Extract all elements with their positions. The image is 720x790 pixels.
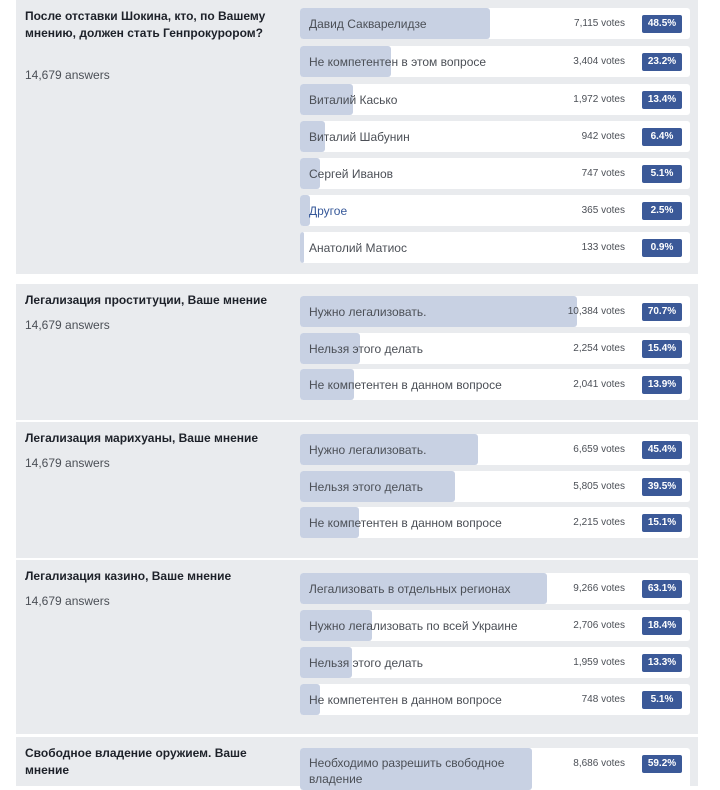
poll-option[interactable] bbox=[300, 434, 690, 465]
poll-option-percent-badge: 2.5% bbox=[642, 202, 682, 220]
poll-option-label: Анатолий Матиос bbox=[309, 240, 407, 255]
poll-option-votes: 2,215 votes bbox=[573, 517, 625, 528]
poll-option-fill bbox=[300, 232, 304, 263]
poll-answer-count: 14,679 answers bbox=[25, 456, 110, 470]
poll-card bbox=[16, 0, 698, 274]
poll-option-label: Нужно легализовать. bbox=[309, 442, 427, 457]
poll-option[interactable] bbox=[300, 610, 690, 641]
poll-option-percent-badge: 5.1% bbox=[642, 165, 682, 183]
poll-option-label: Виталий Касько bbox=[309, 92, 398, 107]
poll-option-label: Нельзя этого делать bbox=[309, 655, 423, 670]
poll-option-percent-badge: 15.1% bbox=[642, 514, 682, 532]
poll-option-label: Нельзя этого делать bbox=[309, 341, 423, 356]
poll-option-label: Нужно легализовать по всей Украине bbox=[309, 618, 518, 633]
poll-option[interactable] bbox=[300, 333, 690, 364]
poll-option-percent-badge: 23.2% bbox=[642, 53, 682, 71]
poll-option[interactable] bbox=[300, 121, 690, 152]
poll-option-votes: 8,686 votes bbox=[573, 758, 625, 769]
poll-answer-count: 14,679 answers bbox=[25, 318, 110, 332]
poll-option-percent-badge: 39.5% bbox=[642, 478, 682, 496]
poll-option-votes: 942 votes bbox=[581, 131, 625, 142]
poll-option-label: Не компетентен в данном вопросе bbox=[309, 692, 502, 707]
poll-option-label: Нельзя этого делать bbox=[309, 479, 423, 494]
poll-option-percent-badge: 6.4% bbox=[642, 128, 682, 146]
poll-card bbox=[16, 737, 698, 786]
poll-option[interactable] bbox=[300, 296, 690, 327]
poll-option-label: Сергей Иванов bbox=[309, 166, 394, 181]
poll-option-votes: 748 votes bbox=[581, 694, 625, 705]
poll-option[interactable] bbox=[300, 8, 690, 39]
poll-option-label: Не компетентен в данном вопросе bbox=[309, 377, 502, 392]
poll-option[interactable] bbox=[300, 46, 690, 77]
poll-option-votes: 5,805 votes bbox=[573, 481, 625, 492]
poll-option-label[interactable]: Другое bbox=[309, 203, 348, 218]
poll-option-percent-badge: 5.1% bbox=[642, 691, 682, 709]
poll-option-votes: 365 votes bbox=[581, 205, 625, 216]
poll-option-votes: 2,254 votes bbox=[573, 343, 625, 354]
poll-option-label: Не компетентен в данном вопросе bbox=[309, 515, 502, 530]
poll-option-percent-badge: 18.4% bbox=[642, 617, 682, 635]
poll-option[interactable] bbox=[300, 748, 690, 790]
poll-option-votes: 2,706 votes bbox=[573, 620, 625, 631]
poll-question: Легализация марихуаны, Ваше мнение bbox=[25, 431, 259, 445]
poll-option-percent-badge: 13.3% bbox=[642, 654, 682, 672]
poll-option[interactable] bbox=[300, 507, 690, 538]
poll-option-percent-badge: 13.4% bbox=[642, 91, 682, 109]
poll-answer-count: 14,679 answers bbox=[25, 594, 110, 608]
poll-option-percent-badge: 63.1% bbox=[642, 580, 682, 598]
poll-question: Свободное владение оружием. Ваше мнение bbox=[25, 746, 247, 777]
poll-option-percent-badge: 45.4% bbox=[642, 441, 682, 459]
poll-option-percent-badge: 13.9% bbox=[642, 376, 682, 394]
poll-option[interactable] bbox=[300, 232, 690, 263]
poll-question: Легализация казино, Ваше мнение bbox=[25, 569, 232, 583]
poll-option-percent-badge: 0.9% bbox=[642, 239, 682, 257]
poll-option[interactable] bbox=[300, 647, 690, 678]
poll-option[interactable] bbox=[300, 369, 690, 400]
poll-option-votes: 3,404 votes bbox=[573, 56, 625, 67]
poll-option[interactable] bbox=[300, 158, 690, 189]
poll-card bbox=[16, 284, 698, 420]
poll-card bbox=[16, 560, 698, 734]
poll-option-label: Виталий Шабунин bbox=[309, 129, 410, 144]
poll-answer-count: 14,679 answers bbox=[25, 68, 110, 82]
poll-option[interactable] bbox=[300, 684, 690, 715]
poll-option-votes: 9,266 votes bbox=[573, 583, 625, 594]
poll-option-label: Легализовать в отдельных регионах bbox=[309, 581, 511, 596]
poll-option[interactable] bbox=[300, 84, 690, 115]
poll-question: После отставки Шокина, кто, по Вашему мнению, должен стать Генпрокурором? bbox=[25, 9, 266, 40]
poll-option-votes: 1,959 votes bbox=[573, 657, 625, 668]
poll-card bbox=[16, 422, 698, 558]
poll-option-votes: 747 votes bbox=[581, 168, 625, 179]
poll-option-percent-badge: 70.7% bbox=[642, 303, 682, 321]
poll-option-votes: 133 votes bbox=[581, 242, 625, 253]
poll-option-percent-badge: 48.5% bbox=[642, 15, 682, 33]
poll-option-label: Нужно легализовать. bbox=[309, 304, 427, 319]
poll-option-votes: 2,041 votes bbox=[573, 379, 625, 390]
poll-option-label: Не компетентен в этом вопросе bbox=[309, 54, 487, 69]
poll-option-votes: 7,115 votes bbox=[574, 18, 625, 29]
poll-option[interactable] bbox=[300, 195, 690, 226]
poll-option-votes: 10,384 votes bbox=[567, 306, 625, 317]
poll-option-label: Необходимо разрешить свободное владение bbox=[309, 756, 505, 786]
poll-option-votes: 1,972 votes bbox=[573, 94, 625, 105]
poll-option-percent-badge: 15.4% bbox=[642, 340, 682, 358]
poll-option-votes: 6,659 votes bbox=[573, 444, 625, 455]
poll-option[interactable] bbox=[300, 573, 690, 604]
poll-option-label: Давид Сакварелидзе bbox=[309, 16, 427, 31]
poll-option[interactable] bbox=[300, 471, 690, 502]
poll-option-percent-badge: 59.2% bbox=[642, 755, 682, 773]
poll-question: Легализация проституции, Ваше мнение bbox=[25, 293, 268, 307]
